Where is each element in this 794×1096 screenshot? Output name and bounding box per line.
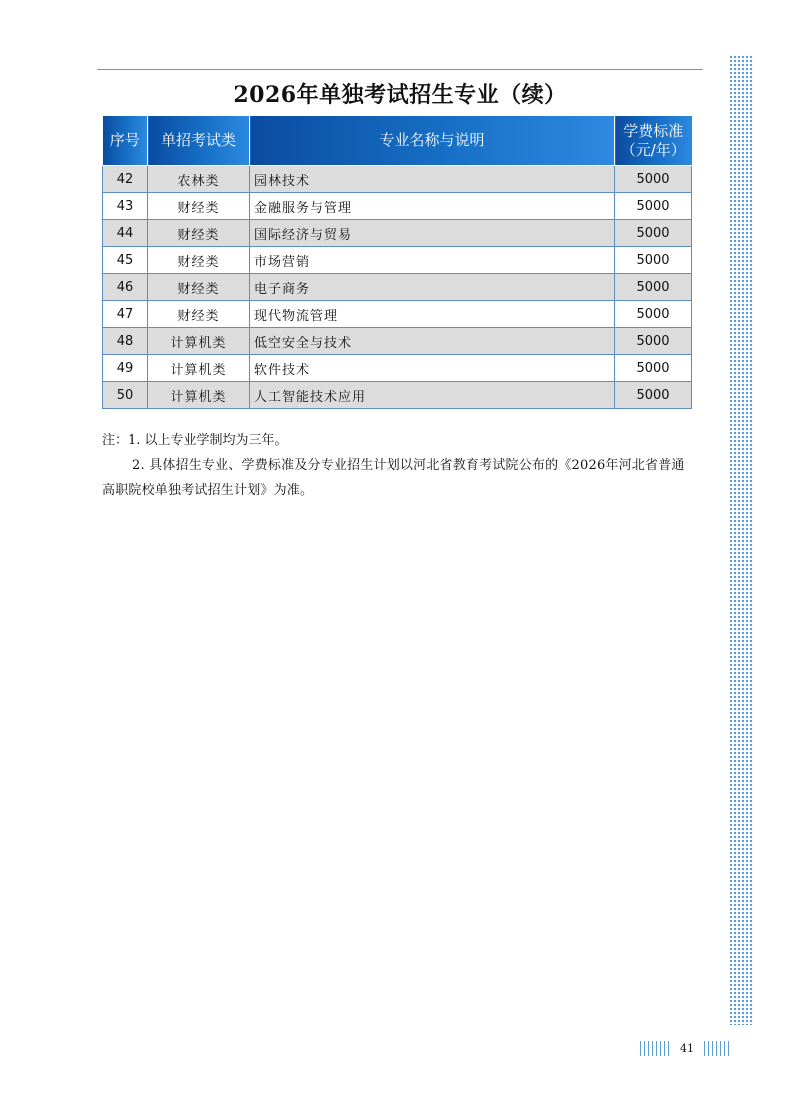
- header-fee: [615, 116, 692, 166]
- footer-bars-right-icon: [704, 1041, 732, 1056]
- cell-seq: 42: [103, 166, 148, 193]
- cell-major-name: 园林技术: [250, 166, 615, 193]
- cell-seq: 44: [103, 220, 148, 247]
- cell-major-name: 软件技术: [250, 355, 615, 382]
- cell-fee: 5000: [615, 301, 692, 328]
- table-row: [103, 382, 692, 409]
- cell-fee: 5000: [615, 382, 692, 409]
- cell-major-name: 人工智能技术应用: [250, 382, 615, 409]
- table-row: [103, 301, 692, 328]
- cell-seq: 48: [103, 328, 148, 355]
- cell-category: 财经类: [148, 301, 250, 328]
- cell-fee: 5000: [615, 220, 692, 247]
- majors-table: [102, 116, 692, 409]
- cell-seq: 49: [103, 355, 148, 382]
- cell-fee: 5000: [615, 328, 692, 355]
- cell-fee: 5000: [615, 193, 692, 220]
- cell-fee: 5000: [615, 355, 692, 382]
- table-row: [103, 274, 692, 301]
- cell-category: 农林类: [148, 166, 250, 193]
- table-header-row: [103, 116, 692, 166]
- table-row: [103, 328, 692, 355]
- header-fee-line1: 学费标准: [623, 121, 684, 140]
- cell-category: 财经类: [148, 247, 250, 274]
- cell-category: 财经类: [148, 193, 250, 220]
- table-row: [103, 247, 692, 274]
- header-fee-line2: （元/年）: [620, 140, 686, 159]
- cell-category: 计算机类: [148, 328, 250, 355]
- cell-fee: 5000: [615, 166, 692, 193]
- cell-category: 计算机类: [148, 355, 250, 382]
- table-row: [103, 355, 692, 382]
- note-2: 2. 具体招生专业、学费标准及分专业招生计划以河北省教育考试院公布的《2026年河北省普通高职院校单独考试招生计划》为准。: [102, 458, 685, 498]
- cell-seq: 47: [103, 301, 148, 328]
- cell-fee: 5000: [615, 247, 692, 274]
- top-rule: [97, 69, 703, 70]
- cell-major-name: 国际经济与贸易: [250, 220, 615, 247]
- cell-seq: 43: [103, 193, 148, 220]
- cell-seq: 46: [103, 274, 148, 301]
- cell-category: 财经类: [148, 220, 250, 247]
- table-row: [103, 193, 692, 220]
- cell-seq: 45: [103, 247, 148, 274]
- header-name: 专业名称与说明: [250, 116, 615, 166]
- cell-major-name: 市场营销: [250, 247, 615, 274]
- header-seq: 序号: [103, 116, 148, 166]
- header-category: 单招考试类: [148, 116, 250, 166]
- notes-block: [102, 428, 696, 503]
- page-footer: [640, 1040, 732, 1056]
- cell-major-name: 现代物流管理: [250, 301, 615, 328]
- cell-major-name: 金融服务与管理: [250, 193, 615, 220]
- cell-category: 计算机类: [148, 382, 250, 409]
- footer-bars-left-icon: [640, 1041, 670, 1056]
- cell-major-name: 电子商务: [250, 274, 615, 301]
- table-row: [103, 220, 692, 247]
- cell-fee: 5000: [615, 274, 692, 301]
- note-1: 注：1. 以上专业学制均为三年。: [102, 433, 288, 448]
- decorative-dot-strip: [729, 55, 753, 1025]
- cell-category: 财经类: [148, 274, 250, 301]
- table-row: [103, 166, 692, 193]
- page-number: 41: [680, 1041, 694, 1055]
- cell-major-name: 低空安全与技术: [250, 328, 615, 355]
- cell-seq: 50: [103, 382, 148, 409]
- page-title: 2026年单独考试招生专业（续）: [233, 82, 567, 108]
